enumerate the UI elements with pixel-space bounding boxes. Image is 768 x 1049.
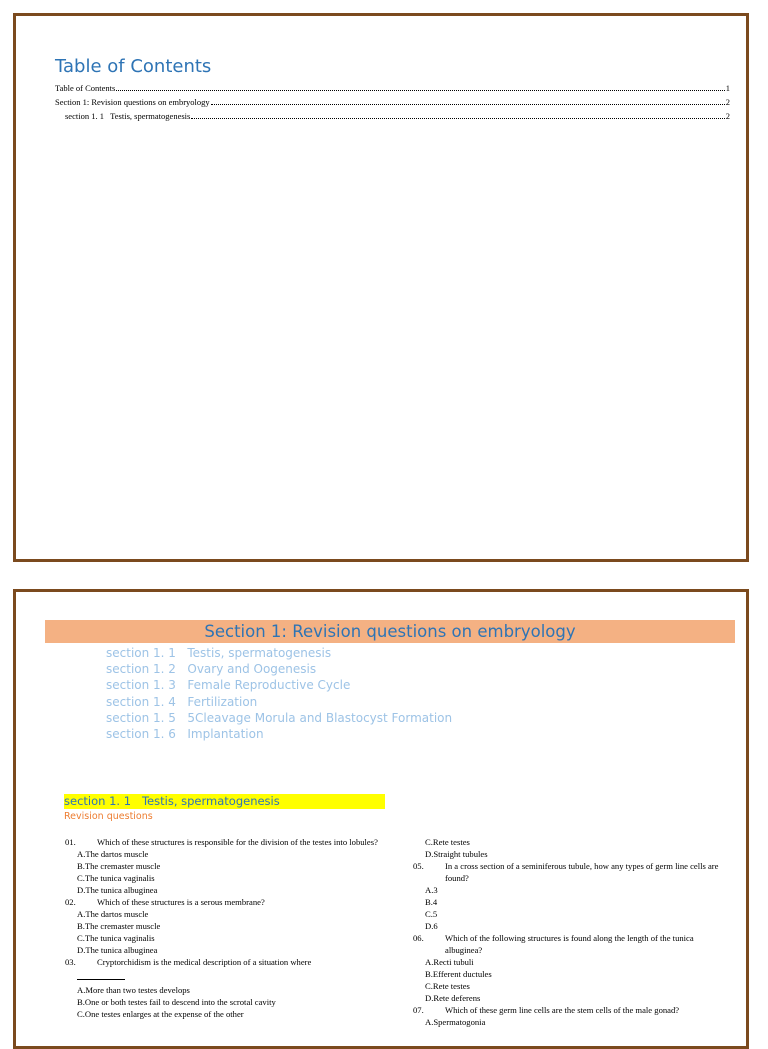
question-item xyxy=(413,932,733,956)
answer-option[interactable]: D.Rete deferens xyxy=(425,993,481,1003)
answer-option[interactable]: D.6 xyxy=(425,921,438,931)
answer-option[interactable]: B.Efferent ductules xyxy=(425,969,492,979)
answer-option[interactable]: A.The dartos muscle xyxy=(77,909,149,919)
question-number: 06. xyxy=(413,933,424,943)
question-number: 03. xyxy=(65,957,76,967)
toc-leader xyxy=(191,118,724,119)
toc-entry[interactable] xyxy=(55,97,730,108)
answer-option[interactable]: D.Straight tubules xyxy=(425,849,488,859)
questions-left-column xyxy=(65,836,385,1020)
toc-entry-text: section 1. 1 Testis, spermatogenesis xyxy=(65,111,191,121)
answer-option[interactable]: C.Rete testes xyxy=(425,981,470,991)
question-item xyxy=(413,860,733,884)
toc-entry[interactable] xyxy=(65,111,730,122)
question-item xyxy=(413,1004,733,1016)
answer-option[interactable]: A.Spermatogonia xyxy=(425,1017,486,1027)
section-page xyxy=(13,589,749,1049)
answer-option[interactable]: A.Recti tubuli xyxy=(425,957,474,967)
answer-option[interactable]: C.The tunica vaginalis xyxy=(77,873,155,883)
subsection-link[interactable]: section 1. 3 Female Reproductive Cycle xyxy=(106,678,351,693)
questions-right-column xyxy=(413,836,733,1028)
question-text: Which of these structures is responsible for the division of the testes into lobules? xyxy=(97,837,378,847)
subsection-heading: section 1. 1 Testis, spermatogenesis xyxy=(64,794,385,809)
question-text: Which of these structures is a serous membrane? xyxy=(97,897,265,907)
answer-option[interactable]: C.The tunica vaginalis xyxy=(77,933,155,943)
answer-blank xyxy=(65,970,385,983)
toc-title: Table of Contents xyxy=(55,56,212,77)
toc-leader xyxy=(211,104,725,105)
toc-entry-page: 2 xyxy=(725,111,730,121)
answer-option[interactable]: B.The cremaster muscle xyxy=(77,861,161,871)
answer-option[interactable]: A.The dartos muscle xyxy=(77,849,149,859)
subsection-link[interactable]: section 1. 2 Ovary and Oogenesis xyxy=(106,662,317,677)
toc-entry-page: 2 xyxy=(725,97,730,107)
toc-leader xyxy=(116,90,724,91)
toc-page xyxy=(13,13,749,562)
subsection-list xyxy=(106,645,452,742)
answer-option[interactable]: D.The tunica albuginea xyxy=(77,885,158,895)
answer-option[interactable]: B.The cremaster muscle xyxy=(77,921,161,931)
toc-entry-text: Section 1: Revision questions on embryology xyxy=(55,97,210,107)
answer-option[interactable]: B.4 xyxy=(425,897,438,907)
toc-entry[interactable] xyxy=(55,83,730,94)
question-text: Which of the following structures is found along the length of the tunica albuginea? xyxy=(445,933,694,955)
answer-option[interactable]: C.Rete testes xyxy=(425,837,470,847)
revision-questions-label: Revision questions xyxy=(64,811,153,822)
subsection-link[interactable]: section 1. 5 5Cleavage Morula and Blastocyst Formation xyxy=(106,710,453,725)
question-text: Which of these germ line cells are the stem cells of the male gonad? xyxy=(445,1005,680,1015)
answer-option[interactable]: B.One or both testes fail to descend into the scrotal cavity xyxy=(77,997,276,1007)
question-text: In a cross section of a seminiferous tubule, how any types of germ line cells are found? xyxy=(445,861,719,883)
subsection-link[interactable]: section 1. 1 Testis, spermatogenesis xyxy=(106,646,332,660)
toc-entry-text: Table of Contents xyxy=(55,83,116,93)
section-title: Section 1: Revision questions on embryology xyxy=(45,620,735,643)
answer-option[interactable]: A.More than two testes develops xyxy=(77,985,190,995)
answer-option[interactable]: C.5 xyxy=(425,909,438,919)
answer-option[interactable]: D.The tunica albuginea xyxy=(77,945,158,955)
subsection-link[interactable]: section 1. 4 Fertilization xyxy=(106,694,258,709)
question-number: 01. xyxy=(65,837,76,847)
subsection-link[interactable]: section 1. 6 Implantation xyxy=(106,727,264,742)
question-item xyxy=(65,896,385,908)
answer-option[interactable]: A.3 xyxy=(425,885,438,895)
answer-option[interactable]: C.One testes enlarges at the expense of the other xyxy=(77,1009,244,1019)
question-number: 02. xyxy=(65,897,76,907)
question-item xyxy=(65,956,385,968)
question-number: 05. xyxy=(413,861,424,871)
toc-entry-page: 1 xyxy=(725,83,730,93)
question-text: Cryptorchidism is the medical description of a situation where xyxy=(97,957,312,967)
question-number: 07. xyxy=(413,1005,424,1015)
question-item xyxy=(65,836,385,848)
